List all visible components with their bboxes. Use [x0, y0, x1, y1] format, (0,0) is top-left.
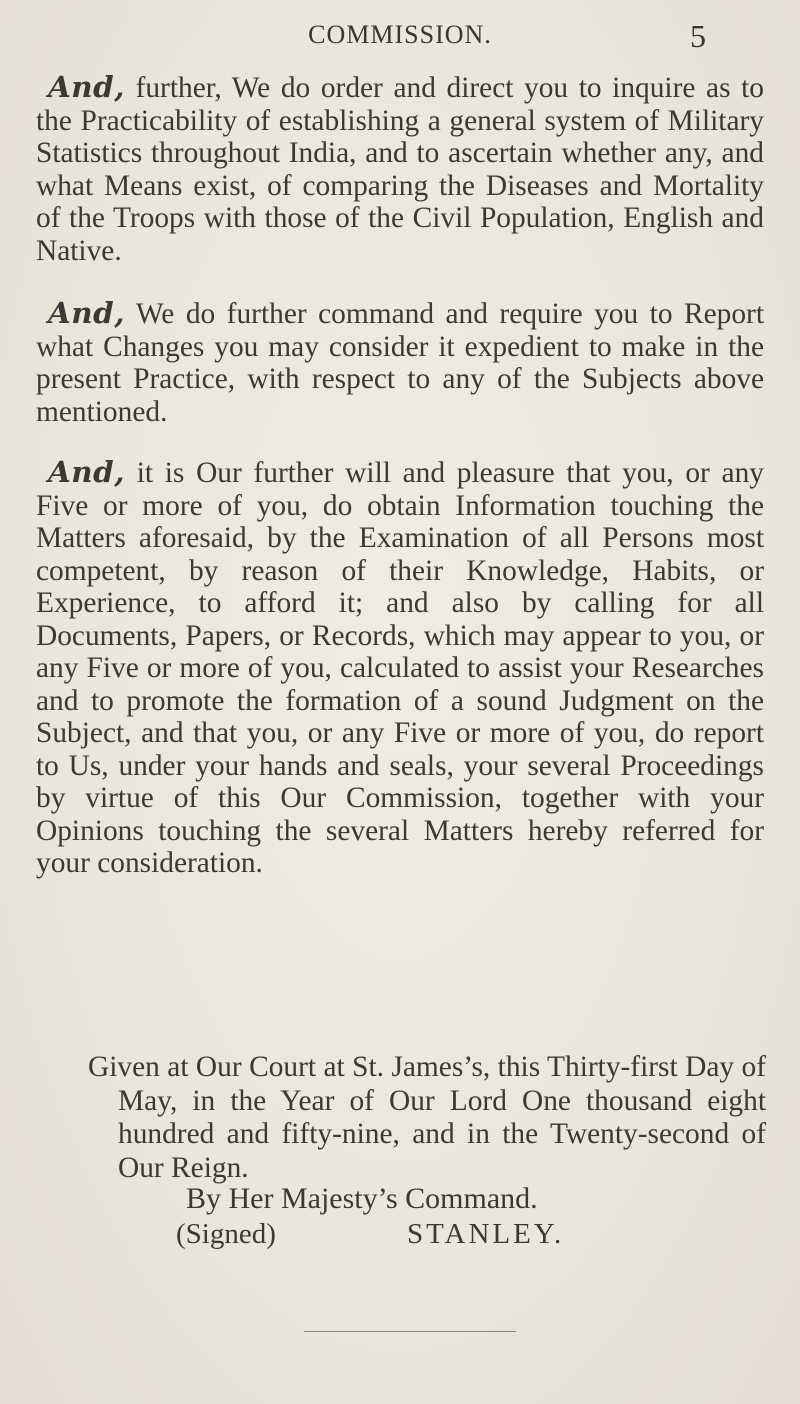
paragraph-text: further, We do order and direct you to inquire as to the Practicability of establishing a general system of Military Statistics throughout India, and to ascertain whether any, and what Means exist, of comparing the Diseases and Mortality of the Troops with those of the Civil Population, English and Native.	[36, 72, 764, 267]
closing-rule-divider	[304, 1331, 516, 1332]
paragraph-lead-word: And,	[48, 69, 125, 104]
signatory-name: STANLEY.	[407, 1218, 565, 1250]
page-number: 5	[690, 18, 706, 54]
page-header	[0, 20, 800, 56]
signature-block	[0, 1218, 800, 1258]
signed-label: (Signed)	[176, 1218, 276, 1250]
paragraph-statistics	[36, 71, 764, 267]
paragraph-text: it is Our further will and pleasure that you, or any Five or more of you, do obtain Information touching the Matters aforesaid, by the Examination of all Persons most competent, by reason of their Knowledge, Habits, or Experience, to afford it; and also by calling for all Documents, Papers, or Records, which may appear to you, or any Five or more of you, calculated to assist your Researches and to promote the formation of a sound Judgment on the Subject, and that you, or any Five or more of you, do report to Us, under your hands and seals, your several Proceedings by virtue of this Our Commission, together with your Opinions touching the several Matters hereby referred for your consideration.	[36, 457, 764, 879]
paragraph-lead-word: And,	[48, 295, 125, 330]
paragraph-changes	[36, 297, 764, 428]
paragraph-text: We do further command and require you to Report what Changes you may consider it expedient to make in the present Practice, with respect to any of the Subjects above mentioned.	[36, 298, 764, 428]
running-head: COMMISSION.	[308, 20, 492, 49]
given-clause: Given at Our Court at St. James’s, this Thirty-first Day of May, in the Year of Our Lord One thousand eight hundred and fifty-nine, and in the Twenty-second of Our Reign.	[88, 1051, 766, 1184]
paragraph-information	[36, 456, 764, 880]
paragraph-lead-word: And,	[48, 454, 125, 489]
command-line: By Her Majesty’s Command.	[186, 1182, 538, 1215]
